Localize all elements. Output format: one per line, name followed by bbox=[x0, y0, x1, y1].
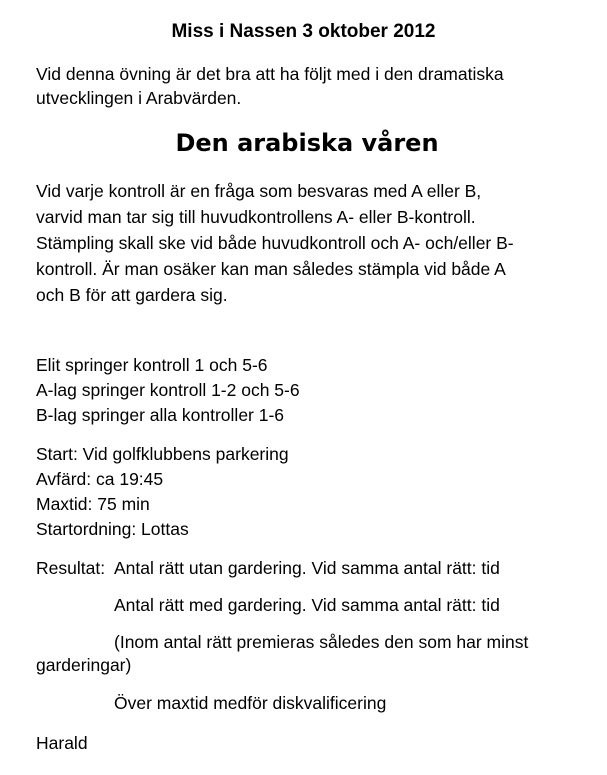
rules-line: och B för att gardera sig. bbox=[36, 285, 228, 305]
result-line-2: Antal rätt med gardering. Vid samma antal rätt: tid bbox=[114, 595, 500, 615]
max-time: Maxtid: 75 min bbox=[36, 494, 150, 514]
details-list bbox=[36, 442, 289, 542]
rules-line: Vid varje kontroll är en fråga som besvaras med A eller B, bbox=[36, 181, 482, 201]
result-line-4: Över maxtid medför diskvalificering bbox=[114, 693, 387, 713]
intro-paragraph: Vid denna övning är det bra att ha följt med i den dramatiska utvecklingen i Arabvärden. bbox=[36, 64, 504, 108]
signature: Harald bbox=[36, 733, 88, 753]
result-line-3b: garderingar) bbox=[36, 655, 132, 675]
class-line-elit: Elit springer kontroll 1 och 5-6 bbox=[36, 355, 268, 375]
departure-time: Avfärd: ca 19:45 bbox=[36, 469, 164, 489]
rules-line: kontroll. Är man osäker kan man således stämpla vid både A bbox=[36, 259, 506, 279]
rules-paragraph bbox=[36, 178, 596, 308]
start-order: Startordning: Lottas bbox=[36, 519, 189, 539]
document-title: Miss i Nassen 3 oktober 2012 bbox=[171, 21, 436, 42]
rules-line: Stämpling skall ske vid både huvudkontroll och A- och/eller B- bbox=[36, 233, 514, 253]
class-list bbox=[36, 353, 300, 428]
class-line-b-lag: B-lag springer alla kontroller 1-6 bbox=[36, 405, 285, 425]
result-label: Resultat: bbox=[36, 558, 106, 578]
result-line-3a: (Inom antal rätt premieras således den som har minst bbox=[114, 632, 529, 652]
start-location: Start: Vid golfklubbens parkering bbox=[36, 444, 289, 464]
rules-line: varvid man tar sig till huvudkontrollens A- eller B-kontroll. bbox=[36, 207, 476, 227]
result-line-1: Antal rätt utan gardering. Vid samma antal rätt: tid bbox=[114, 558, 500, 578]
section-heading: Den arabiska våren bbox=[175, 129, 439, 157]
class-line-a-lag: A-lag springer kontroll 1-2 och 5-6 bbox=[36, 380, 300, 400]
result-row bbox=[36, 556, 500, 580]
